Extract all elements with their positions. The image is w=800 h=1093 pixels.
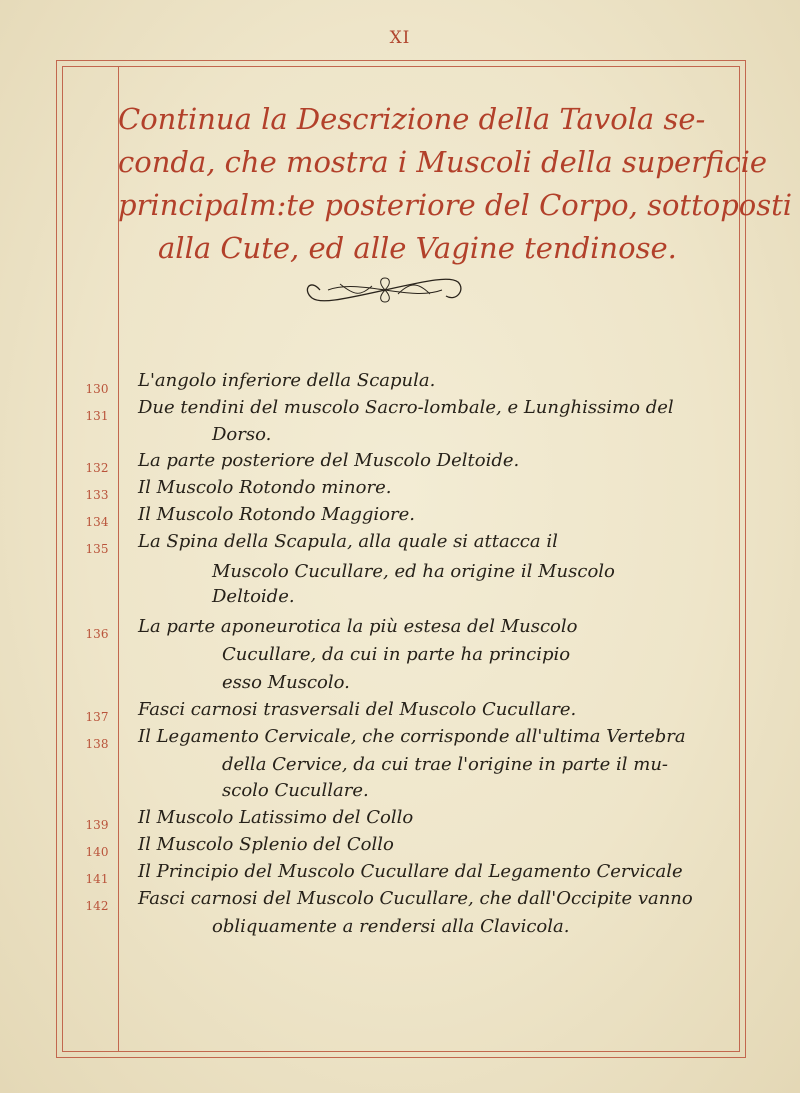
title-line: principalm:te posteriore del Corpo, sottoposti <box>118 188 793 222</box>
title-line: Continua la Descrizione della Tavola se- <box>118 102 706 136</box>
entry-text: Il Muscolo Rotondo minore. <box>138 477 392 498</box>
entry-text: Fasci carnosi trasversali del Muscolo Cucullare. <box>138 699 577 720</box>
entry-text: obliquamente a rendersi alla Clavicola. <box>212 916 570 937</box>
page-number: XI <box>389 28 411 48</box>
entry-text: Il Muscolo Latissimo del Collo <box>138 807 414 828</box>
entry-text: La Spina della Scapula, alla quale si attacca il <box>138 531 558 552</box>
entry-text: Deltoide. <box>212 586 295 607</box>
entry-number: 136 <box>85 627 109 641</box>
title-line: alla Cute, ed alle Vagine tendinose. <box>158 231 677 265</box>
entry-text: Fasci carnosi del Muscolo Cucullare, che dall'Occipite vanno <box>138 888 693 909</box>
entry-number: 137 <box>85 710 109 724</box>
entry-text: Dorso. <box>212 424 272 445</box>
entry-number: 138 <box>85 737 109 751</box>
entry-number: 141 <box>85 872 109 886</box>
entry-text: Il Muscolo Splenio del Collo <box>138 834 394 855</box>
entry-number: 131 <box>85 409 109 423</box>
entry-text: Muscolo Cucullare, ed ha origine il Muscolo <box>212 561 615 582</box>
entry-number: 135 <box>85 542 109 556</box>
entry-text: esso Muscolo. <box>222 672 350 693</box>
entry-text: Cucullare, da cui in parte ha principio <box>222 644 571 665</box>
entry-text: Il Principio del Muscolo Cucullare dal Legamento Cervicale <box>138 861 683 882</box>
entry-number: 134 <box>85 515 109 529</box>
title-line: conda, che mostra i Muscoli della superficie <box>118 145 768 179</box>
entry-text: Il Muscolo Rotondo Maggiore. <box>138 504 415 525</box>
entry-text: della Cervice, da cui trae l'origine in parte il mu- <box>222 754 669 775</box>
entry-number: 140 <box>85 845 109 859</box>
entry-number: 130 <box>85 382 109 396</box>
entry-number: 142 <box>85 899 109 913</box>
entry-number: 132 <box>85 461 109 475</box>
entry-text: La parte posteriore del Muscolo Deltoide. <box>138 450 520 471</box>
entry-number: 139 <box>85 818 109 832</box>
entry-text: L'angolo inferiore della Scapula. <box>138 370 436 391</box>
entry-text: La parte aponeurotica la più estesa del Muscolo <box>138 616 578 637</box>
entry-text: Il Legamento Cervicale, che corrisponde all'ultima Vertebra <box>138 726 686 747</box>
entry-number: 133 <box>85 488 109 502</box>
entry-text: scolo Cucullare. <box>222 780 369 801</box>
entry-text: Due tendini del muscolo Sacro-lombale, e Lunghissimo del <box>138 397 674 418</box>
